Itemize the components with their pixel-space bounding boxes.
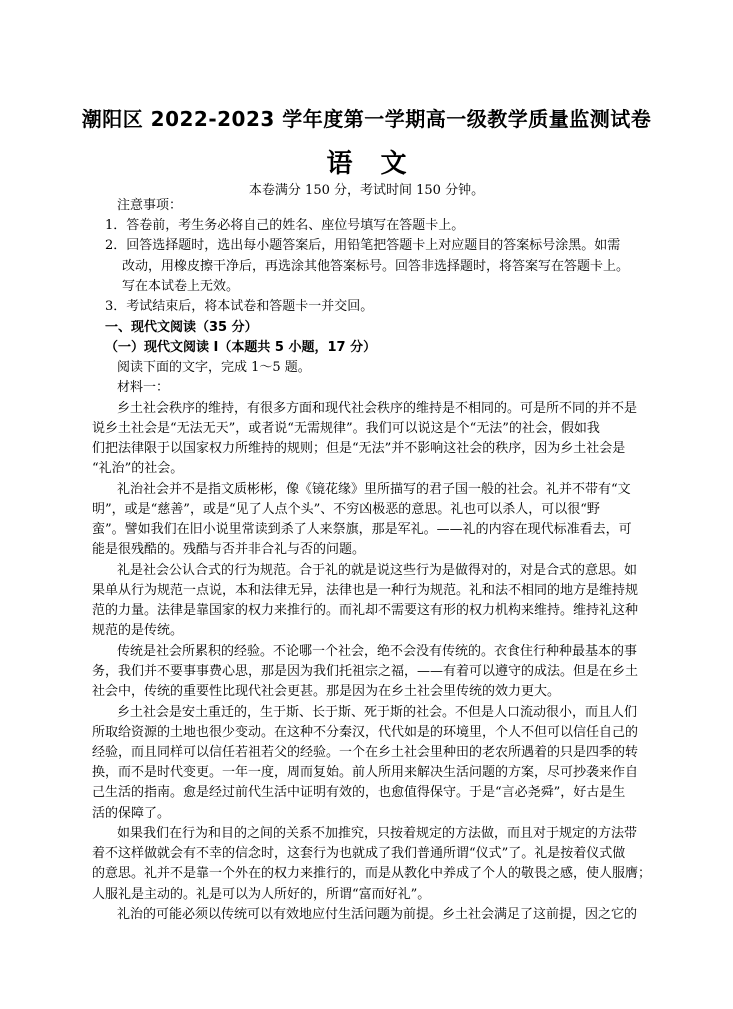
text-line: 果单从行为规范一点说，本和法律无异，法律也是一种行为规范。礼和法不相同的地方是维持规 (92, 583, 639, 598)
text-line: 蛮”。譬如我们在旧小说里常读到杀了人来祭旗，那是军礼。——礼的内容在现代标准看去，可 (92, 522, 632, 537)
text-line: 社会中，传统的重要性比现代社会更甚。那是因为在乡土社会里传统的效力更大。 (92, 684, 561, 699)
text-line: 传统是社会所累积的经验。不论哪一个社会，绝不会没有传统的。衣食住行种种最基本的事 (117, 644, 638, 659)
text-line: 规范的是传统。 (92, 623, 184, 638)
text-line: 务，我们并不要事事费心思，那是因为我们托祖宗之福，——有着可以遵守的成法。但是在乡土 (92, 664, 639, 679)
notice-item: 3．考试结束后，将本试卷和答题卡一并交回。 (105, 299, 374, 314)
text-line: 活的保障了。 (92, 806, 171, 821)
notice-item: 2．回答选择题时，选出每小题答案后，用铅笔把答题卡上对应题目的答案标号涂黑。如需 (105, 238, 621, 253)
text-line: 人服礼是主动的。礼是可以为人所好的，所谓“富而好礼”。 (92, 887, 431, 902)
text-line: “礼治”的社会。 (92, 461, 184, 476)
exam-title: 潮阳区 2022-2023 学年度第一学期高一级教学质量监测试卷 (81, 107, 652, 131)
text-line: 的意思。礼并不是靠一个外在的权力来推行的，而是从教化中养成了个人的敬畏之感，使人服膺； (92, 866, 652, 881)
notice-item: 写在本试卷上无效。 (122, 279, 240, 294)
text-line: 礼是社会公认合式的行为规范。合于礼的就是说这些行为是做得对的，对是合式的意思。如 (117, 563, 638, 578)
text-line: 们把法律限于以国家权力所维持的规则；但是“无法”并不影响这社会的秩序，因为乡土社会是 (92, 441, 626, 456)
material-label: 材料一： (117, 380, 170, 395)
text-line: 礼治的可能必须以传统可以有效地应付生活问题为前提。乡土社会满足了这前提，因之它的 (117, 907, 638, 922)
text-line: 能是很残酷的。残酷与否并非合礼与否的问题。 (92, 542, 366, 557)
text-line: 明”，或是“慈善”，或是“见了人点个头”、不穷凶极恶的意思。礼也可以杀人，可以很“野 (92, 502, 600, 517)
text-line: 己生活的指南。愈是经过前代生活中证明有效的，也愈值得保守。于是“言必尧舜”，好古是生 (92, 785, 626, 800)
instruction: 阅读下面的文字，完成 1～5 题。 (117, 360, 311, 375)
text-line: 着不这样做就会有不幸的信念时，这套行为也就成了我们普通所谓“仪式”了。礼是按着仪式做 (92, 846, 626, 861)
subject-title: 语文 (326, 149, 435, 179)
subsection-heading: （一）现代文阅读 I（本题共 5 小题，17 分） (105, 340, 377, 355)
notice-heading: 注意事项： (117, 198, 183, 213)
text-line: 乡土社会秩序的维持，有很多方面和现代社会秩序的维持是不相同的。可是所不同的并不是 (117, 401, 638, 416)
text-line: 所取给资源的土地也很少变动。在这种不分秦汉，代代如是的环境里，个人不但可以信任自己的 (92, 725, 639, 740)
text-line: 经验，而且同样可以信任若祖若父的经验。一个在乡土社会里种田的老农所遇着的只是四季的转 (92, 745, 639, 760)
text-line: 礼治社会并不是指文质彬彬，像《镜花缘》里所描写的君子国一般的社会。礼并不带有“文 (117, 482, 631, 497)
score-info: 本卷满分 150 分，考试时间 150 分钟。 (248, 183, 485, 198)
notice-item: 改动，用橡皮擦干净后，再选涂其他答案标号。回答非选择题时，将答案写在答题卡上。 (122, 259, 630, 274)
text-line: 如果我们在行为和目的之间的关系不加推究，只按着规定的方法做，而且对于规定的方法带 (117, 826, 638, 841)
notice-item: 1．答卷前，考生务必将自己的姓名、座位号填写在答题卡上。 (105, 218, 465, 233)
text-line: 乡土社会是安土重迁的，生于斯、长于斯、死于斯的社会。不但是人口流动很小，而且人们 (117, 705, 638, 720)
text-line: 说乡土社会是“无法无天”，或者说“无需规律”。我们可以说这是个“无法”的社会，假如我 (92, 421, 600, 436)
text-line: 范的力量。法律是靠国家的权力来推行的。而礼却不需要这有形的权力机构来维持。维持礼这种 (92, 603, 639, 618)
text-line: 换，而不是时代变更。一年一度，周而复始。前人所用来解决生活问题的方案，尽可抄袭来作自 (92, 765, 639, 780)
section-heading: 一、现代文阅读（35 分） (105, 320, 258, 335)
